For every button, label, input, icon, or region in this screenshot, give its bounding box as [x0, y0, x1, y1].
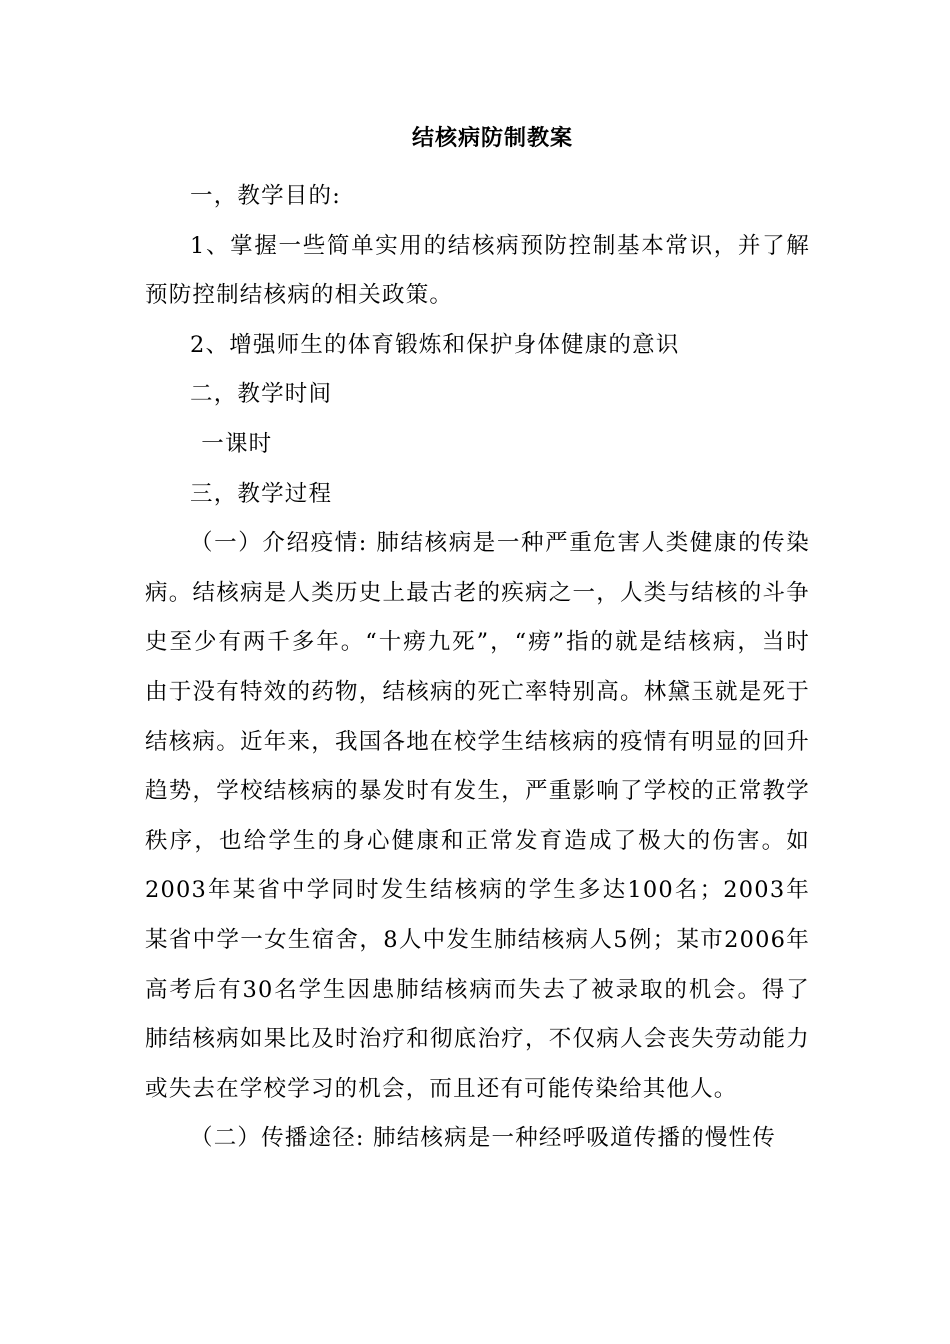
objective-item-2: 2、增强师生的体育锻炼和保护身体健康的意识 — [190, 331, 680, 358]
objective-item-1: 1、掌握一些简单实用的结核病预防控制基本常识，并了解预防控制结核病的相关政策。 — [145, 232, 810, 309]
section-heading-process: 三，教学过程 — [190, 480, 333, 507]
document-title: 结核病防制教案 — [411, 125, 573, 151]
process-paragraph-epidemic: （一）介绍疫情: 肺结核病是一种严重危害人类健康的传染病。结核病是人类历史上最古老的疾病之一，人类与结核的斗争史至少有两千多年。“十痨九死”，“痨”指的就是结核病，当时由于没有特效的药物，结核病的死亡率特别高。林黛玉就是死于结核病。近年来，我国各地在校学生结核病的疫情有明显的回升趋势，学校结核病的暴发时有发生，严重影响了学校的正常教学秩序，也给学生的身心健康和正常发育造成了极大的伤害。如2003年某省中学同时发生结核病的学生多达100名；2003年某省中学一女生宿舍，8人中发生肺结核病人5例；某市2006年高考后有30名学生因患肺结核病而失去了被录取的机会。得了肺结核病如果比及时治疗和彻底治疗，不仅病人会丧失劳动能力或失去在学校学习的机会，而且还有可能传染给其他人。 — [145, 530, 810, 1102]
document-body — [145, 172, 810, 1164]
section-heading-objectives: 一，教学目的: — [190, 183, 341, 209]
process-paragraph-transmission: （二）传播途径: 肺结核病是一种经呼吸道传播的慢性传 — [190, 1125, 776, 1152]
section-heading-time: 二，教学时间 — [190, 381, 333, 408]
time-value: 一课时 — [201, 430, 273, 457]
